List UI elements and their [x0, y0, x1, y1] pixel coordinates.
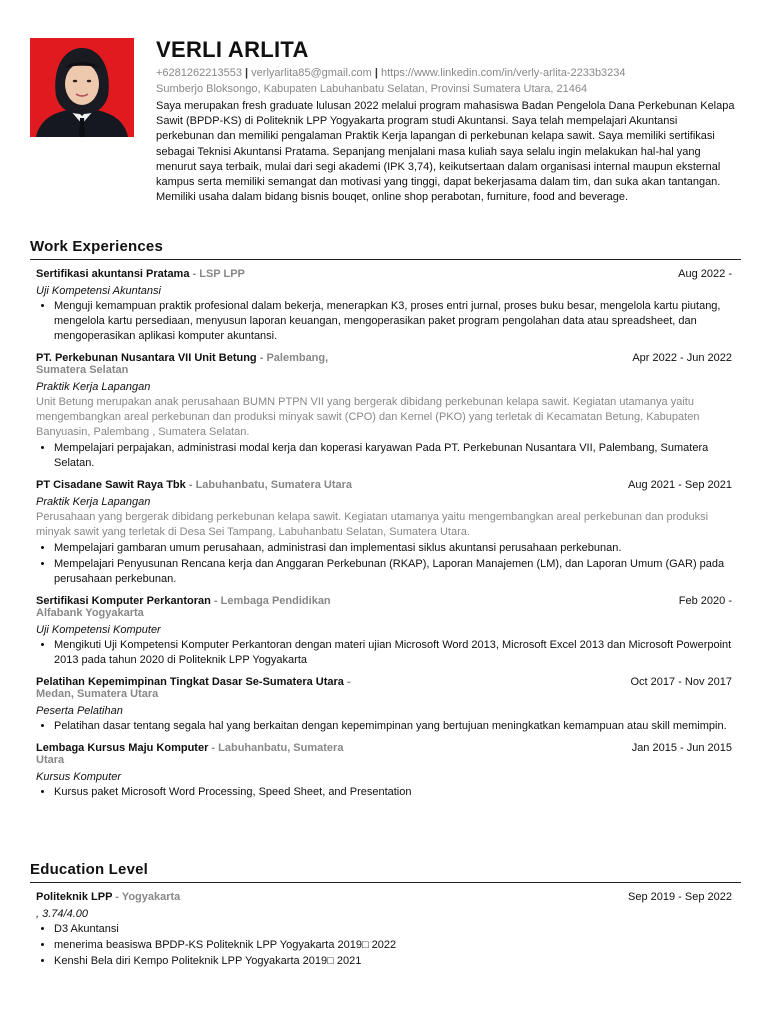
profile-photo [30, 38, 134, 137]
work-role: Peserta Pelatihan [36, 705, 123, 717]
work-entry [36, 595, 732, 668]
work-title: PT Cisadane Sawit Raya Tbk [36, 479, 186, 491]
work-bullet-list [36, 441, 732, 471]
email-link[interactable]: verlyarlita85@gmail.com [251, 67, 372, 79]
education-role: , 3.74/4.00 [36, 908, 88, 920]
education-header [36, 891, 732, 903]
work-date: Aug 2021 - Sep 2021 [628, 479, 732, 491]
education-heading: Education Level [30, 861, 741, 883]
work-role: Uji Kompetensi Komputer [36, 624, 161, 636]
work-date: Oct 2017 - Nov 2017 [630, 676, 732, 688]
title-separator: - [185, 479, 196, 491]
work-entry [36, 268, 732, 344]
title-separator: - [208, 742, 219, 754]
work-bullet-list [36, 299, 732, 344]
work-bullet-list [36, 541, 732, 587]
work-entry [36, 742, 732, 800]
work-description: Unit Betung merupakan anak perusahaan BUMN PTPN VII yang bergerak dibidang perkebunan kelapa sawit. Kegiatan utamanya yaitu mengembangkan areal perkebunan dan produksi minyak sawit (CPO) dan Kernel (PKO) yang terletak di Kecamatan Betung, Kabupaten Banyuasin, Palembang , Sumatera Selatan. [36, 396, 700, 438]
bullet-item: • Mengikuti Uji Kompetensi Komputer Perkantoran dengan materi ujian Microsoft Word 2013, Microsoft Excel 2013 dan Microsoft Powerpoint 2013 pada tahun 2020 di Politeknik LPP Yogyakarta [54, 638, 732, 668]
work-date: Aug 2022 - [678, 268, 732, 280]
work-title: Lembaga Kursus Maju Komputer [36, 742, 209, 754]
work-location: Labuhanbatu, Sumatera Utara [195, 479, 353, 491]
work-entry [36, 676, 732, 734]
education-list [36, 891, 732, 977]
work-experiences-heading: Work Experiences [30, 238, 741, 260]
bullet-item: • D3 Akuntansi [54, 922, 732, 937]
contact-line [156, 66, 736, 80]
bullet-item: • Kenshi Bela diri Kempo Politeknik LPP Yogyakarta 2019□ 2021 [54, 954, 732, 969]
work-title: Pelatihan Kepemimpinan Tingkat Dasar Se-Sumatera Utara [36, 676, 344, 688]
work-experience-list [36, 268, 732, 808]
contact-separator: | [374, 67, 378, 79]
work-title: Sertifikasi akuntansi Pratama [36, 268, 190, 280]
bullet-item: • menerima beasiswa BPDP-KS Politeknik LPP Yogyakarta 2019□ 2022 [54, 938, 732, 953]
work-role: Kursus Komputer [36, 771, 121, 783]
work-location: Labuhanbatu, Sumatera Utara [36, 742, 344, 766]
work-header [36, 595, 732, 619]
work-header [36, 268, 732, 280]
work-role: Uji Kompetensi Akuntansi [36, 285, 161, 297]
phone-number: +6281262213553 [156, 67, 242, 79]
work-description: Perusahaan yang bergerak dibidang perkebunan kelapa sawit. Kegiatan utamanya yaitu mengembangkan areal perkebunan dan produksi minyak sawit yang terletak di Desa Sei Tampang, Labuhanbatu Selatan, Sumatera Utara. [36, 511, 709, 538]
linkedin-link[interactable]: https://www.linkedin.com/in/verly-arlita-2233b3234 [380, 67, 626, 79]
work-bullet-list [36, 785, 732, 800]
work-date: Jan 2015 - Jun 2015 [631, 742, 732, 754]
home-address: Sumberjo Bloksongo, Kabupaten Labuhanbatu Selatan, Provinsi Sumatera Utara, 21464 [156, 83, 588, 95]
bullet-item: • Pelatihan dasar tentang segala hal yang berkaitan dengan kepemimpinan yang bertujuan meningkatkan kemampuan atau skill memimpin. [54, 719, 732, 734]
work-entry [36, 479, 732, 587]
work-location: LSP LPP [199, 268, 245, 280]
bullet-item: • Menguji kemampuan praktik profesional dalam bekerja, menerapkan K3, proses entri jurnal, proses buku besar, mengelola kartu piutang, mengelola kartu persediaan, menyusun laporan keuangan, mengoperasikan paket program pengolahan data atau spreadsheet, dan mengoperasikan aplikasi komputer akuntansi. [54, 299, 732, 344]
education-bullet-list [36, 922, 732, 969]
title-separator: - [256, 352, 267, 364]
education-date: Sep 2019 - Sep 2022 [628, 891, 732, 903]
bullet-item: • Mempelajari Penyusunan Rencana kerja dan Anggaran Perkebunan (RKAP), Laporan Manajemen (LM), dan Laporan Umum (GAR) pada perusahaan perkebunan. [54, 557, 732, 587]
work-bullet-list [36, 638, 732, 668]
work-location: Palembang, Sumatera Selatan [36, 352, 329, 376]
work-header [36, 352, 732, 376]
work-role: Praktik Kerja Lapangan [36, 381, 151, 393]
resume-header [156, 36, 736, 205]
work-title: PT. Perkebunan Nusantara VII Unit Betung [36, 352, 257, 364]
work-date: Feb 2020 - [678, 595, 732, 607]
education-title: Politeknik LPP [36, 891, 113, 903]
candidate-name: VERLI ARLITA [156, 37, 309, 62]
work-header [36, 742, 732, 766]
bullet-item: • Mempelajari perpajakan, administrasi modal kerja dan koperasi karyawan Pada PT. Perkebunan Nusantara VII, Palembang, Sumatera Selatan. [54, 441, 732, 471]
title-separator: - [112, 891, 122, 903]
work-header [36, 479, 732, 491]
work-header [36, 676, 732, 700]
work-bullet-list [36, 719, 732, 734]
title-separator: - [189, 268, 200, 280]
bullet-item: • Mempelajari gambaran umum perusahaan, administrasi dan implementasi siklus akuntansi perusahaan perkebunan. [54, 541, 732, 556]
work-date: Apr 2022 - Jun 2022 [632, 352, 732, 364]
education-location: Yogyakarta [121, 891, 181, 903]
work-location: Lembaga Pendidikan Alfabank Yogyakarta [36, 595, 331, 619]
title-separator: - [343, 676, 351, 688]
work-location: Medan, Sumatera Utara [36, 688, 159, 700]
work-entry [36, 352, 732, 471]
profile-summary: Saya merupakan fresh graduate lulusan 2022 melalui program mahasiswa Badan Pengelola Dana Perkebunan Kelapa Sawit (BPDP-KS) di Politeknik LPP Yogyakarta program studi Akuntansi. Saya telah mempelajari Akuntansi perkebunan dan memiliki pengalaman Praktik Kerja lapangan di perkebunan kelapa sawit. Saya memiliki sertifikasi sebagai Teknisi Akuntansi Pratama. Sepanjang menjalani masa kuliah saya selalu ingin melakukan hal-hal yang menurut saya terbaik, mulai dari segi akademi (IPK 3,74), keikutsertaan dalam organisasi internal maupun eksternal kampus serta memiliki semangat dan motivasi yang tinggi, dapat bekerjasama dalam tim, dan suka akan tantangan. Memiliki usaha dalam bidang bisnis bouqet, online shop perabotan, furniture, food and beverage. [156, 100, 735, 204]
education-entry [36, 891, 732, 969]
work-title: Sertifikasi Komputer Perkantoran [36, 595, 211, 607]
work-role: Praktik Kerja Lapangan [36, 496, 151, 508]
title-separator: - [210, 595, 221, 607]
bullet-item: • Kursus paket Microsoft Word Processing, Speed Sheet, and Presentation [54, 785, 732, 800]
contact-separator: | [245, 67, 249, 79]
